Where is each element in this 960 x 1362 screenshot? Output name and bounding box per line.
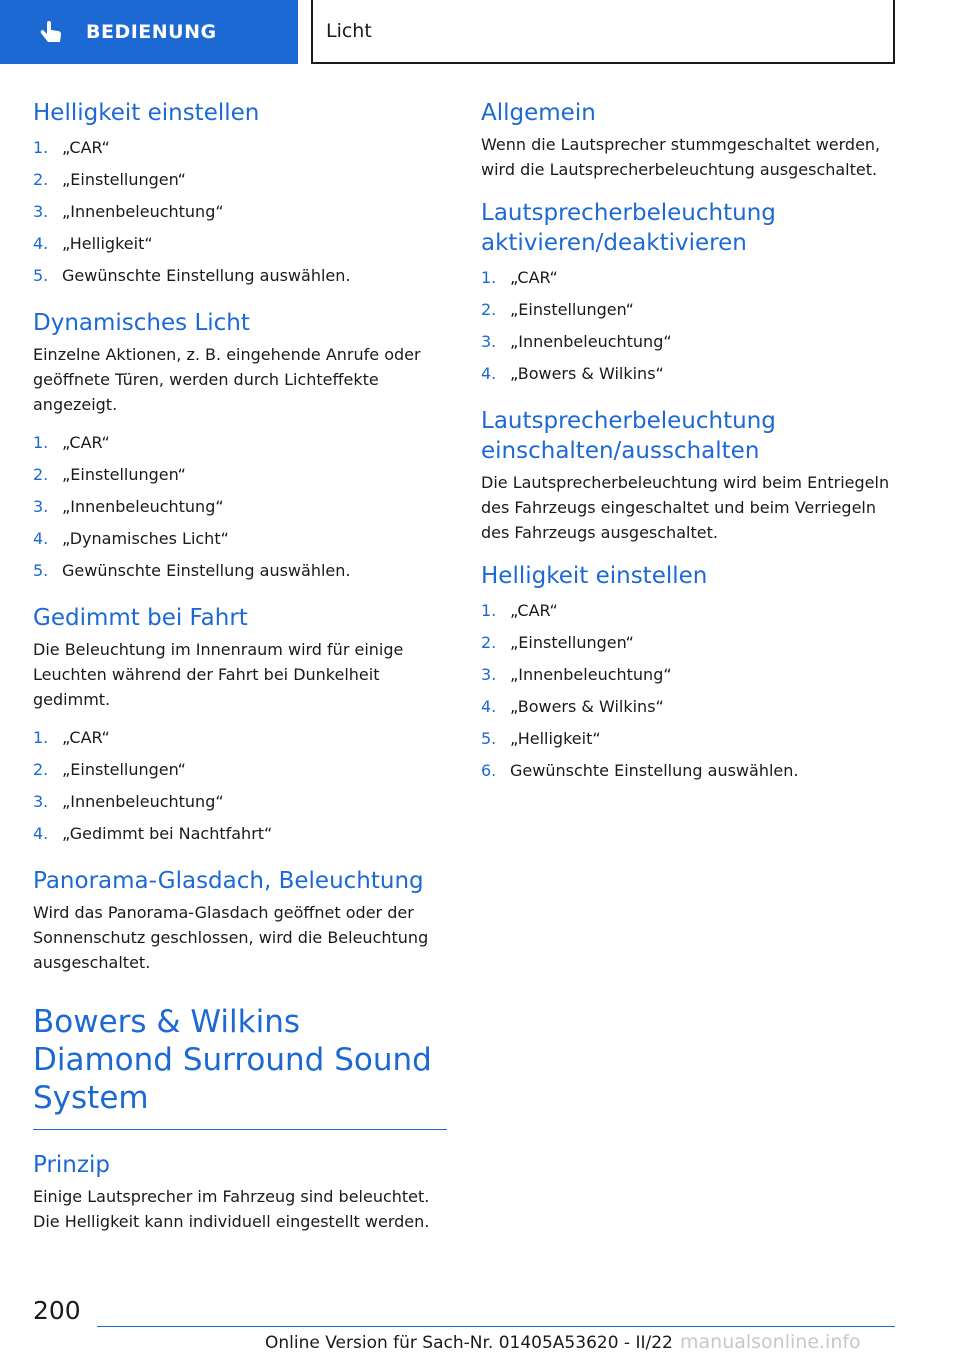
step-text: „Innenbeleuchtung“ [62,792,224,811]
step-number: 1. [481,268,497,287]
step-item [33,754,447,786]
steps-aktivieren [481,262,895,390]
step-item [481,627,895,659]
step-number: 6. [481,761,497,780]
step-text: „CAR“ [62,138,110,157]
step-number: 1. [33,433,49,452]
text-einschalten: Die Lautsprecherbeleuchtung wird beim Entriegeln des Fahrzeugs eingeschaltet und beim Verriegeln des Fahrzeugs ausgeschaltet. [481,473,890,542]
step-text: „CAR“ [510,601,558,620]
step-item [33,491,447,523]
step-number: 4. [481,364,497,383]
step-text: „Helligkeit“ [510,729,601,748]
step-text: Gewünschte Einstellung auswählen. [510,761,799,780]
step-number: 5. [33,561,49,580]
step-number: 1. [33,138,49,157]
step-item [481,595,895,627]
text-allgemein: Wenn die Lautsprecher stummgeschaltet werden, wird die Lautsprecherbeleuchtung ausgeschaltet. [481,135,881,179]
heading-allgemein: Allgemein [481,100,596,126]
step-number: 3. [481,332,497,351]
step-number: 3. [481,665,497,684]
step-number: 2. [33,760,49,779]
step-item [33,786,447,818]
section-tab[interactable] [0,0,298,64]
step-text: „Einstellungen“ [510,300,634,319]
step-text: „Gedimmt bei Nachtfahrt“ [62,824,273,843]
text-gedimmt: Die Beleuchtung im Innenraum wird für einige Leuchten während der Fahrt bei Dunkelheit gedimmt. [33,640,404,709]
steps-helligkeit [33,132,447,292]
step-number: 4. [33,824,49,843]
steps-gedimmt [33,722,447,850]
step-number: 1. [33,728,49,747]
step-text: „Helligkeit“ [62,234,153,253]
text-prinzip: Einige Lautsprecher im Fahrzeug sind beleuchtet. Die Helligkeit kann individuell eingestellt werden. [33,1187,430,1231]
step-number: 2. [33,465,49,484]
heading-prinzip: Prinzip [33,1152,110,1178]
text-panorama: Wird das Panorama-Glasdach geöffnet oder der Sonnenschutz geschlossen, wird die Beleuchtung ausgeschaltet. [33,903,429,972]
step-text: „Innenbeleuchtung“ [510,665,672,684]
steps-dynamisches-licht [33,427,447,587]
footer-online-version: Online Version für Sach-Nr. 01405A53620 - II/22 [265,1333,673,1353]
heading-panorama: Panorama-Glasdach, Beleuchtung [33,868,424,894]
step-number: 2. [481,300,497,319]
watermark: manualsonline.info [680,1331,861,1353]
step-text: „Bowers & Wilkins“ [510,697,664,716]
heading-einschalten: Lautsprecherbeleuchtung einschalten/ausschalten [481,408,776,464]
step-item [33,132,447,164]
step-number: 4. [481,697,497,716]
step-number: 1. [481,601,497,620]
step-number: 2. [33,170,49,189]
step-text: „CAR“ [510,268,558,287]
step-text: „Einstellungen“ [510,633,634,652]
step-text: „Innenbeleuchtung“ [62,497,224,516]
heading-rule [33,1129,447,1130]
step-number: 3. [33,202,49,221]
chapter-box [311,0,895,64]
step-text: Gewünschte Einstellung auswählen. [62,561,351,580]
step-item [481,659,895,691]
step-item [33,459,447,491]
step-text: „Innenbeleuchtung“ [62,202,224,221]
heading-gedimmt: Gedimmt bei Fahrt [33,605,248,631]
step-text: „Dynamisches Licht“ [62,529,229,548]
step-item [481,755,895,787]
step-text: „Bowers & Wilkins“ [510,364,664,383]
step-item [481,358,895,390]
step-text: „Einstellungen“ [62,760,186,779]
section-label: BEDIENUNG [86,21,217,43]
step-text: „Einstellungen“ [62,170,186,189]
step-text: „CAR“ [62,728,110,747]
step-item [481,326,895,358]
step-number: 4. [33,529,49,548]
steps-helligkeit-lautsprecher [481,595,895,787]
step-item [33,164,447,196]
step-item [33,196,447,228]
step-number: 3. [33,497,49,516]
step-item [481,262,895,294]
step-number: 3. [33,792,49,811]
step-text: „CAR“ [62,433,110,452]
text-dynamisches-licht: Einzelne Aktionen, z. B. eingehende Anrufe oder geöffnete Türen, werden durch Lichteffekte angezeigt. [33,345,421,414]
heading-dynamisches-licht: Dynamisches Licht [33,310,250,336]
step-item [33,818,447,850]
step-item [33,555,447,587]
step-number: 2. [481,633,497,652]
step-text: Gewünschte Einstellung auswählen. [62,266,351,285]
heading-helligkeit: Helligkeit einstellen [33,100,260,126]
heading-bowers-wilkins: Bowers & Wilkins Diamond Surround Sound System [33,1004,432,1116]
chapter-title: Licht [326,20,372,42]
step-number: 4. [33,234,49,253]
step-number: 5. [33,266,49,285]
step-item [481,294,895,326]
left-column [33,98,447,1244]
step-item [33,228,447,260]
step-item [481,723,895,755]
hand-pointer-icon [36,17,66,47]
page-number: 200 [33,1296,81,1325]
step-item [33,427,447,459]
footer-rule [97,1326,895,1327]
step-item [33,722,447,754]
step-item [481,691,895,723]
heading-helligkeit-lautsprecher: Helligkeit einstellen [481,563,708,589]
step-text: „Einstellungen“ [62,465,186,484]
right-column [481,98,895,789]
step-number: 5. [481,729,497,748]
step-text: „Innenbeleuchtung“ [510,332,672,351]
heading-aktivieren: Lautsprecherbeleuchtung aktivieren/deaktivieren [481,200,776,256]
step-item [33,260,447,292]
step-item [33,523,447,555]
